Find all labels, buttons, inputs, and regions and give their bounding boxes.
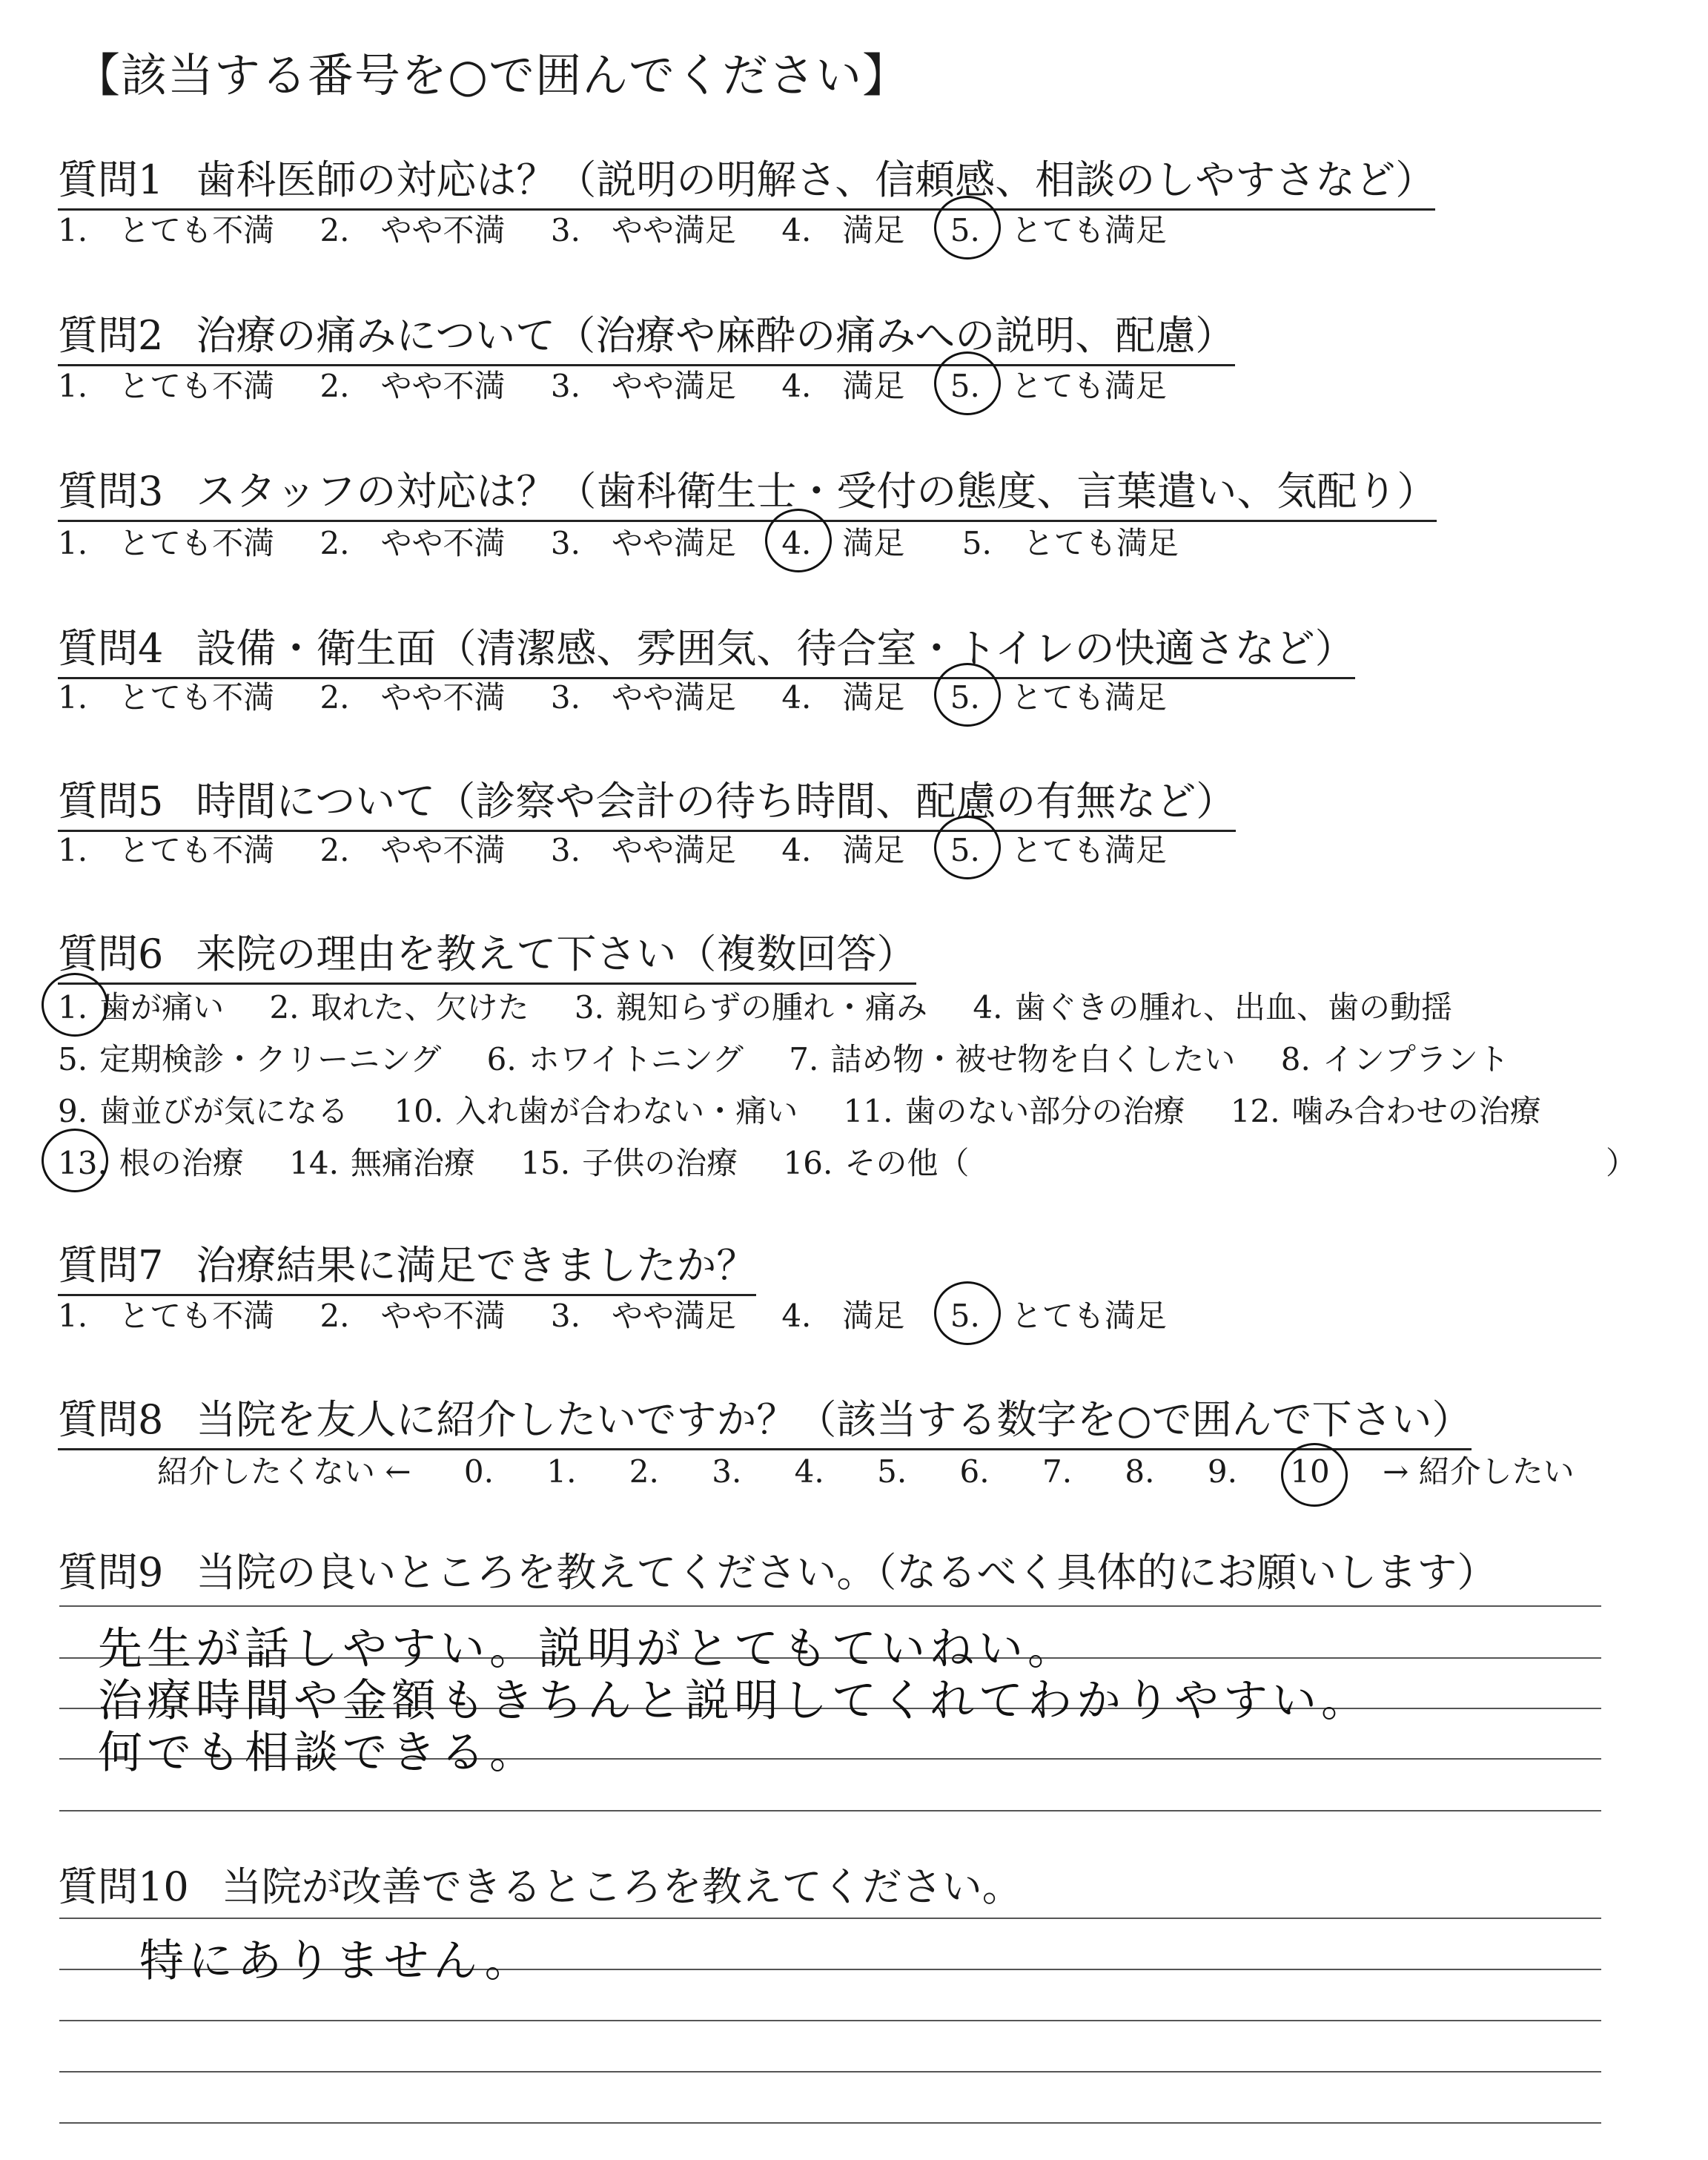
q6-row-4 <box>58 1139 1004 1183</box>
question-1-text: 歯科医師の対応は？（説明の明解さ、信頼感、相談のしやすさなど） <box>196 156 1436 203</box>
question-7-heading <box>58 1234 756 1296</box>
q7-option-1[interactable]: 1. とても不満 <box>58 1298 275 1334</box>
q3-option-5[interactable]: 5. とても満足 <box>961 525 1179 561</box>
question-7-label: 質問7 <box>58 1242 164 1289</box>
q8-scale-8[interactable]: 8. <box>1125 1453 1155 1490</box>
q6-option-3[interactable]: 3. 親知らずの腫れ・痛み <box>574 989 927 1025</box>
q5-option-1[interactable]: 1. とても不満 <box>58 832 275 868</box>
q8-scale-3[interactable]: 3. <box>712 1453 742 1490</box>
q6-option-4[interactable]: 4. 歯ぐきの腫れ、出血、歯の動揺 <box>973 989 1452 1025</box>
q6-row-3 <box>58 1087 1577 1132</box>
question-5-options <box>58 826 1214 871</box>
answer-line <box>59 1918 1601 1919</box>
q6-option-14[interactable]: 14. 無痛治療 <box>289 1145 475 1181</box>
q6-option-8[interactable]: 8. インプラント <box>1280 1041 1509 1077</box>
q8-scale-1[interactable]: 1. <box>546 1453 577 1490</box>
question-9-heading <box>58 1541 1497 1598</box>
question-5-text: 時間について（診察や会計の待ち時間、配慮の有無など） <box>196 778 1237 825</box>
question-9-label: 質問9 <box>58 1549 164 1596</box>
q6-option-6[interactable]: 6. ホワイトニング <box>486 1041 744 1077</box>
answer-line <box>59 2122 1601 2124</box>
q1-option-5-selected[interactable]: 5. とても満足 <box>950 212 1167 248</box>
q2-option-5-selected[interactable]: 5. とても満足 <box>950 368 1167 404</box>
question-7-text: 治療結果に満足できましたか？ <box>196 1242 757 1289</box>
q5-option-4[interactable]: 4. 満足 <box>781 832 905 868</box>
q7-option-4[interactable]: 4. 満足 <box>781 1298 905 1334</box>
q4-option-1[interactable]: 1. とても不満 <box>58 679 275 716</box>
q8-scale-left-label: 紹介したくない ← <box>157 1453 411 1490</box>
question-3-heading <box>58 460 1437 522</box>
q8-scale-6[interactable]: 6. <box>959 1453 990 1490</box>
q6-other-close-paren: ） <box>1606 1145 1638 1181</box>
question-10-heading <box>58 1855 1022 1912</box>
q2-option-2[interactable]: 2. やや不満 <box>320 368 506 404</box>
question-6-text: 来院の理由を教えて下さい（複数回答） <box>196 931 917 977</box>
q1-option-1[interactable]: 1. とても不満 <box>58 212 275 248</box>
q6-option-7[interactable]: 7. 詰め物・被せ物を白くしたい <box>789 1041 1236 1077</box>
q8-scale-right-label: → 紹介したい <box>1383 1453 1575 1490</box>
q4-option-4[interactable]: 4. 満足 <box>781 679 905 716</box>
q9-answer-line-1[interactable]: 先生が話しやすい。説明がとてもていねい。 <box>98 1623 1076 1675</box>
q6-option-10[interactable]: 10. 入れ歯が合わない・痛い <box>394 1093 798 1129</box>
question-6-label: 質問6 <box>58 931 164 977</box>
question-1-label: 質問1 <box>58 156 164 203</box>
question-5-heading <box>58 770 1236 832</box>
q1-option-3[interactable]: 3. やや満足 <box>550 212 736 248</box>
q7-option-5-selected[interactable]: 5. とても満足 <box>950 1298 1167 1334</box>
question-10-label: 質問10 <box>58 1863 189 1910</box>
q6-option-1-selected[interactable]: 1. 歯が痛い <box>58 989 225 1025</box>
q8-scale-10-selected[interactable]: 10 <box>1290 1453 1330 1490</box>
q6-option-16[interactable]: 16. その他（ <box>783 1145 970 1181</box>
q7-option-2[interactable]: 2. やや不満 <box>320 1298 506 1334</box>
answer-line <box>59 1810 1601 1811</box>
question-8-heading <box>58 1388 1472 1450</box>
answer-line <box>59 2020 1601 2021</box>
question-5-label: 質問5 <box>58 778 164 825</box>
question-10-text: 当院が改善できるところを教えてください。 <box>221 1863 1022 1910</box>
q4-option-3[interactable]: 3. やや満足 <box>550 679 736 716</box>
q3-option-3[interactable]: 3. やや満足 <box>550 525 736 561</box>
question-2-options <box>58 362 1214 406</box>
q6-option-9[interactable]: 9. 歯並びが気になる <box>58 1093 349 1129</box>
q6-option-2[interactable]: 2. 取れた、欠けた <box>269 989 529 1025</box>
question-3-text: スタッフの対応は？（歯科衛生士・受付の態度、言葉遣い、気配り） <box>196 468 1437 515</box>
q5-option-3[interactable]: 3. やや満足 <box>550 832 736 868</box>
q2-option-4[interactable]: 4. 満足 <box>781 368 905 404</box>
question-4-options <box>58 673 1214 718</box>
q8-scale-2[interactable]: 2. <box>629 1453 659 1490</box>
q4-option-5-selected[interactable]: 5. とても満足 <box>950 679 1167 716</box>
q1-option-2[interactable]: 2. やや不満 <box>320 212 506 248</box>
q6-option-13-selected[interactable]: 13. 根の治療 <box>58 1145 244 1181</box>
q8-scale-5[interactable]: 5. <box>877 1453 907 1490</box>
q6-option-5[interactable]: 5. 定期検診・クリーニング <box>58 1041 442 1077</box>
question-4-text: 設備・衛生面（清潔感、雰囲気、待合室・トイレの快適さなど） <box>196 625 1355 672</box>
answer-line <box>59 1605 1601 1607</box>
q2-option-3[interactable]: 3. やや満足 <box>550 368 736 404</box>
question-2-label: 質問2 <box>58 312 164 359</box>
answer-line <box>59 2071 1601 2073</box>
q7-option-3[interactable]: 3. やや満足 <box>550 1298 736 1334</box>
q6-row-1 <box>58 983 1488 1028</box>
question-2-heading <box>58 304 1235 366</box>
question-2-text: 治療の痛みについて（治療や麻酔の痛みへの説明、配慮） <box>196 312 1236 359</box>
q6-row-2 <box>58 1035 1545 1080</box>
question-3-options <box>58 519 1214 564</box>
question-1-options <box>58 206 1214 251</box>
question-4-label: 質問4 <box>58 625 164 672</box>
q8-scale-0[interactable]: 0. <box>463 1453 494 1490</box>
question-6-heading <box>58 922 916 985</box>
question-3-label: 質問3 <box>58 468 164 515</box>
question-8-label: 質問8 <box>58 1396 164 1443</box>
question-9-text: 当院の良いところを教えてください。（なるべく具体的にお願いします） <box>196 1549 1497 1596</box>
q3-option-4-selected[interactable]: 4. 満足 <box>781 525 905 561</box>
q8-scale-4[interactable]: 4. <box>794 1453 824 1490</box>
q4-option-2[interactable]: 2. やや不満 <box>320 679 506 716</box>
q8-scale-row <box>157 1447 1618 1492</box>
q10-answer-line-1[interactable]: 特にありません。 <box>139 1935 534 1987</box>
q1-option-4[interactable]: 4. 満足 <box>781 212 905 248</box>
q5-option-5-selected[interactable]: 5. とても満足 <box>950 832 1167 868</box>
question-7-options <box>58 1292 1214 1336</box>
question-8-text: 当院を友人に紹介したいですか？（該当する数字を○で囲んで下さい） <box>196 1396 1472 1443</box>
q9-answer-line-2[interactable]: 治療時間や金額もきちんと説明してくれてわかりやすい。 <box>98 1675 1370 1727</box>
q9-answer-line-3[interactable]: 何でも相談できる。 <box>98 1727 538 1779</box>
q6-option-11[interactable]: 11. 歯のない部分の治療 <box>843 1093 1185 1129</box>
question-4-heading <box>58 617 1355 679</box>
q6-option-15[interactable]: 15. 子供の治療 <box>520 1145 738 1181</box>
q3-option-1[interactable]: 1. とても不満 <box>58 525 275 561</box>
q6-option-12[interactable]: 12. 噛み合わせの治療 <box>1230 1093 1541 1129</box>
q8-scale-9[interactable]: 9. <box>1207 1453 1237 1490</box>
page-title: 【該当する番号を○で囲んでください】 <box>74 48 910 102</box>
question-1-heading <box>58 148 1435 211</box>
q3-option-2[interactable]: 2. やや不満 <box>320 525 506 561</box>
q8-scale-7[interactable]: 7. <box>1042 1453 1073 1490</box>
q5-option-2[interactable]: 2. やや不満 <box>320 832 506 868</box>
q2-option-1[interactable]: 1. とても不満 <box>58 368 275 404</box>
